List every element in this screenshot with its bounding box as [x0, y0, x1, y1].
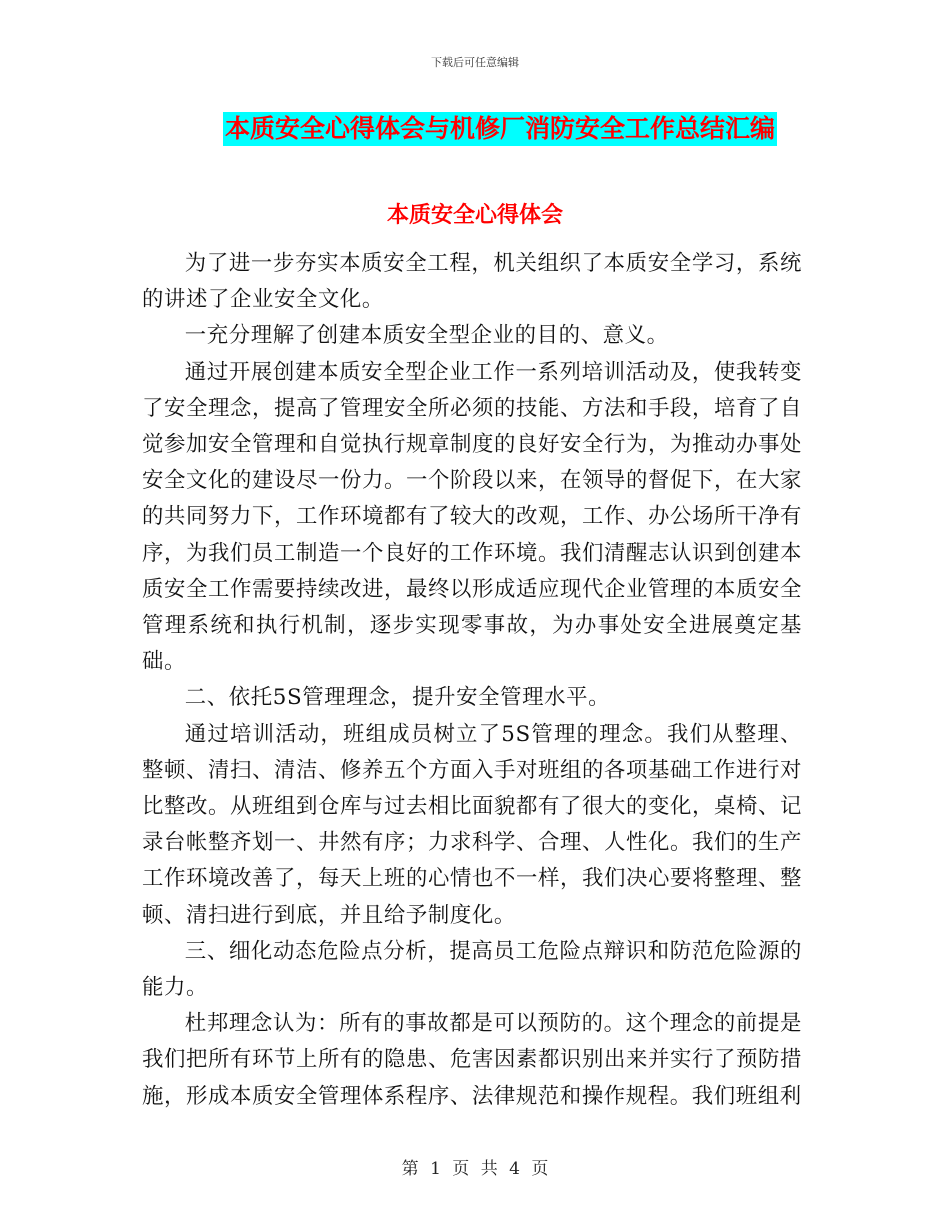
paragraph: 一充分理解了创建本质安全型企业的目的、意义。 [184, 323, 669, 349]
paragraph: 杜邦理念认为：所有的事故都是可以预防的。这个理念的前提是我们把所有环节上所有的隐患、危害因素都识别出来并实行了预防措施，形成本质安全管理体系程序、法律规范和操作规程。我们班组利 [142, 1011, 802, 1109]
paragraph: 为了进一步夯实本质安全工程，机关组织了本质安全学习，系统的讲述了企业安全文化。 [142, 251, 802, 313]
header-note: 下载后可任意编辑 [431, 56, 519, 69]
document-title: 本质安全心得体会与机修厂消防安全工作总结汇编 [223, 112, 777, 146]
paragraph: 三、细化动态危险点分析，提高员工危险点辩识和防范危险源的能力。 [142, 938, 802, 1001]
section-title: 本质安全心得体会 [386, 203, 563, 228]
document-body [142, 246, 802, 1115]
paragraph: 通过培训活动，班组成员树立了5S管理的理念。我们从整理、整顿、清扫、清洁、修养五个方面入手对班组的各项基础工作进行对比整改。从班组到仓库与过去相比面貌都有了很大的变化，桌椅、记录台帐整齐划一、井然有序；力求科学、合理、人性化。我们的生产工作环境改善了，每天上班的心情也不一样，我们决心要将整理、整顿、清扫进行到底，并且给予制度化。 [142, 721, 802, 928]
paragraph: 二、依托5S管理理念，提升安全管理水平。 [184, 685, 611, 711]
main-title-wrap [0, 112, 950, 146]
page-footer: 第 1 页 共 4 页 [401, 1159, 549, 1179]
paragraph: 通过开展创建本质安全型企业工作一系列培训活动及，使我转变了安全理念，提高了管理安全所必须的技能、方法和手段，培育了自觉参加安全管理和自觉执行规章制度的良好安全行为，为推动办事处安全文化的建设尽一份力。一个阶段以来，在领导的督促下，在大家的共同努力下，工作环境都有了较大的改观，工作、办公场所干净有序，为我们员工制造一个良好的工作环境。我们清醒志认识到创建本质安全工作需要持续改进，最终以形成适应现代企业管理的本质安全管理系统和执行机制，逐步实现零事故，为办事处安全进展奠定基础。 [142, 359, 802, 675]
